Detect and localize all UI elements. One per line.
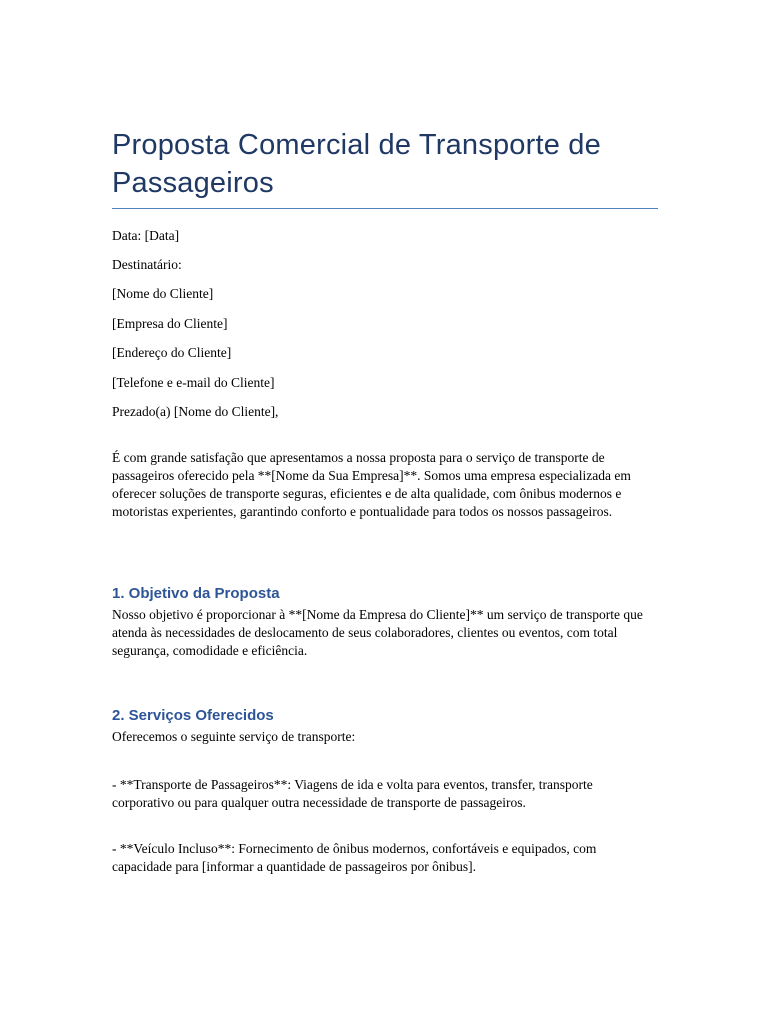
- client-name-line: [Nome do Cliente]: [112, 286, 214, 301]
- list-item: - **Transporte de Passageiros**: Viagens de ida e volta para eventos, transfer, transporte corporativo ou para qualquer outra necessidade de transporte de passageiros.: [112, 777, 593, 810]
- client-address-line: [Endereço do Cliente]: [112, 345, 232, 360]
- document-title: Proposta Comercial de Transporte de Passageiros: [112, 129, 601, 199]
- section-body-servicos: Oferecemos o seguinte serviço de transporte:: [112, 729, 356, 744]
- title-underline: [112, 208, 658, 209]
- intro-paragraph: É com grande satisfação que apresentamos a nossa proposta para o serviço de transporte de passageiros oferecido pela **[Nome da Sua Empresa]**. Somos uma empresa especializada em oferecer soluções de transporte seguras, eficientes e de alta qualidade, com ônibus modernos e motoristas experientes, garantindo conforto e pontualidade para todos os nossos passageiros.: [112, 450, 631, 519]
- salutation-line: Prezado(a) [Nome do Cliente],: [112, 404, 279, 419]
- recipient-label: Destinatário:: [112, 257, 182, 272]
- client-company-line: [Empresa do Cliente]: [112, 316, 228, 331]
- list-item: - **Veículo Incluso**: Fornecimento de ônibus modernos, confortáveis e equipados, com capacidade para [informar a quantidade de passageiros por ônibus].: [112, 841, 597, 874]
- section-body-objetivo: Nosso objetivo é proporcionar à **[Nome da Empresa do Cliente]** um serviço de transporte que atenda às necessidades de deslocamento de seus colaboradores, clientes ou eventos, com total segurança, comodidade e eficiência.: [112, 607, 643, 658]
- section-heading-objetivo: 1. Objetivo da Proposta: [112, 585, 280, 602]
- date-line: Data: [Data]: [112, 228, 180, 243]
- client-contact-line: [Telefone e e-mail do Cliente]: [112, 375, 275, 390]
- section-heading-servicos: 2. Serviços Oferecidos: [112, 707, 274, 724]
